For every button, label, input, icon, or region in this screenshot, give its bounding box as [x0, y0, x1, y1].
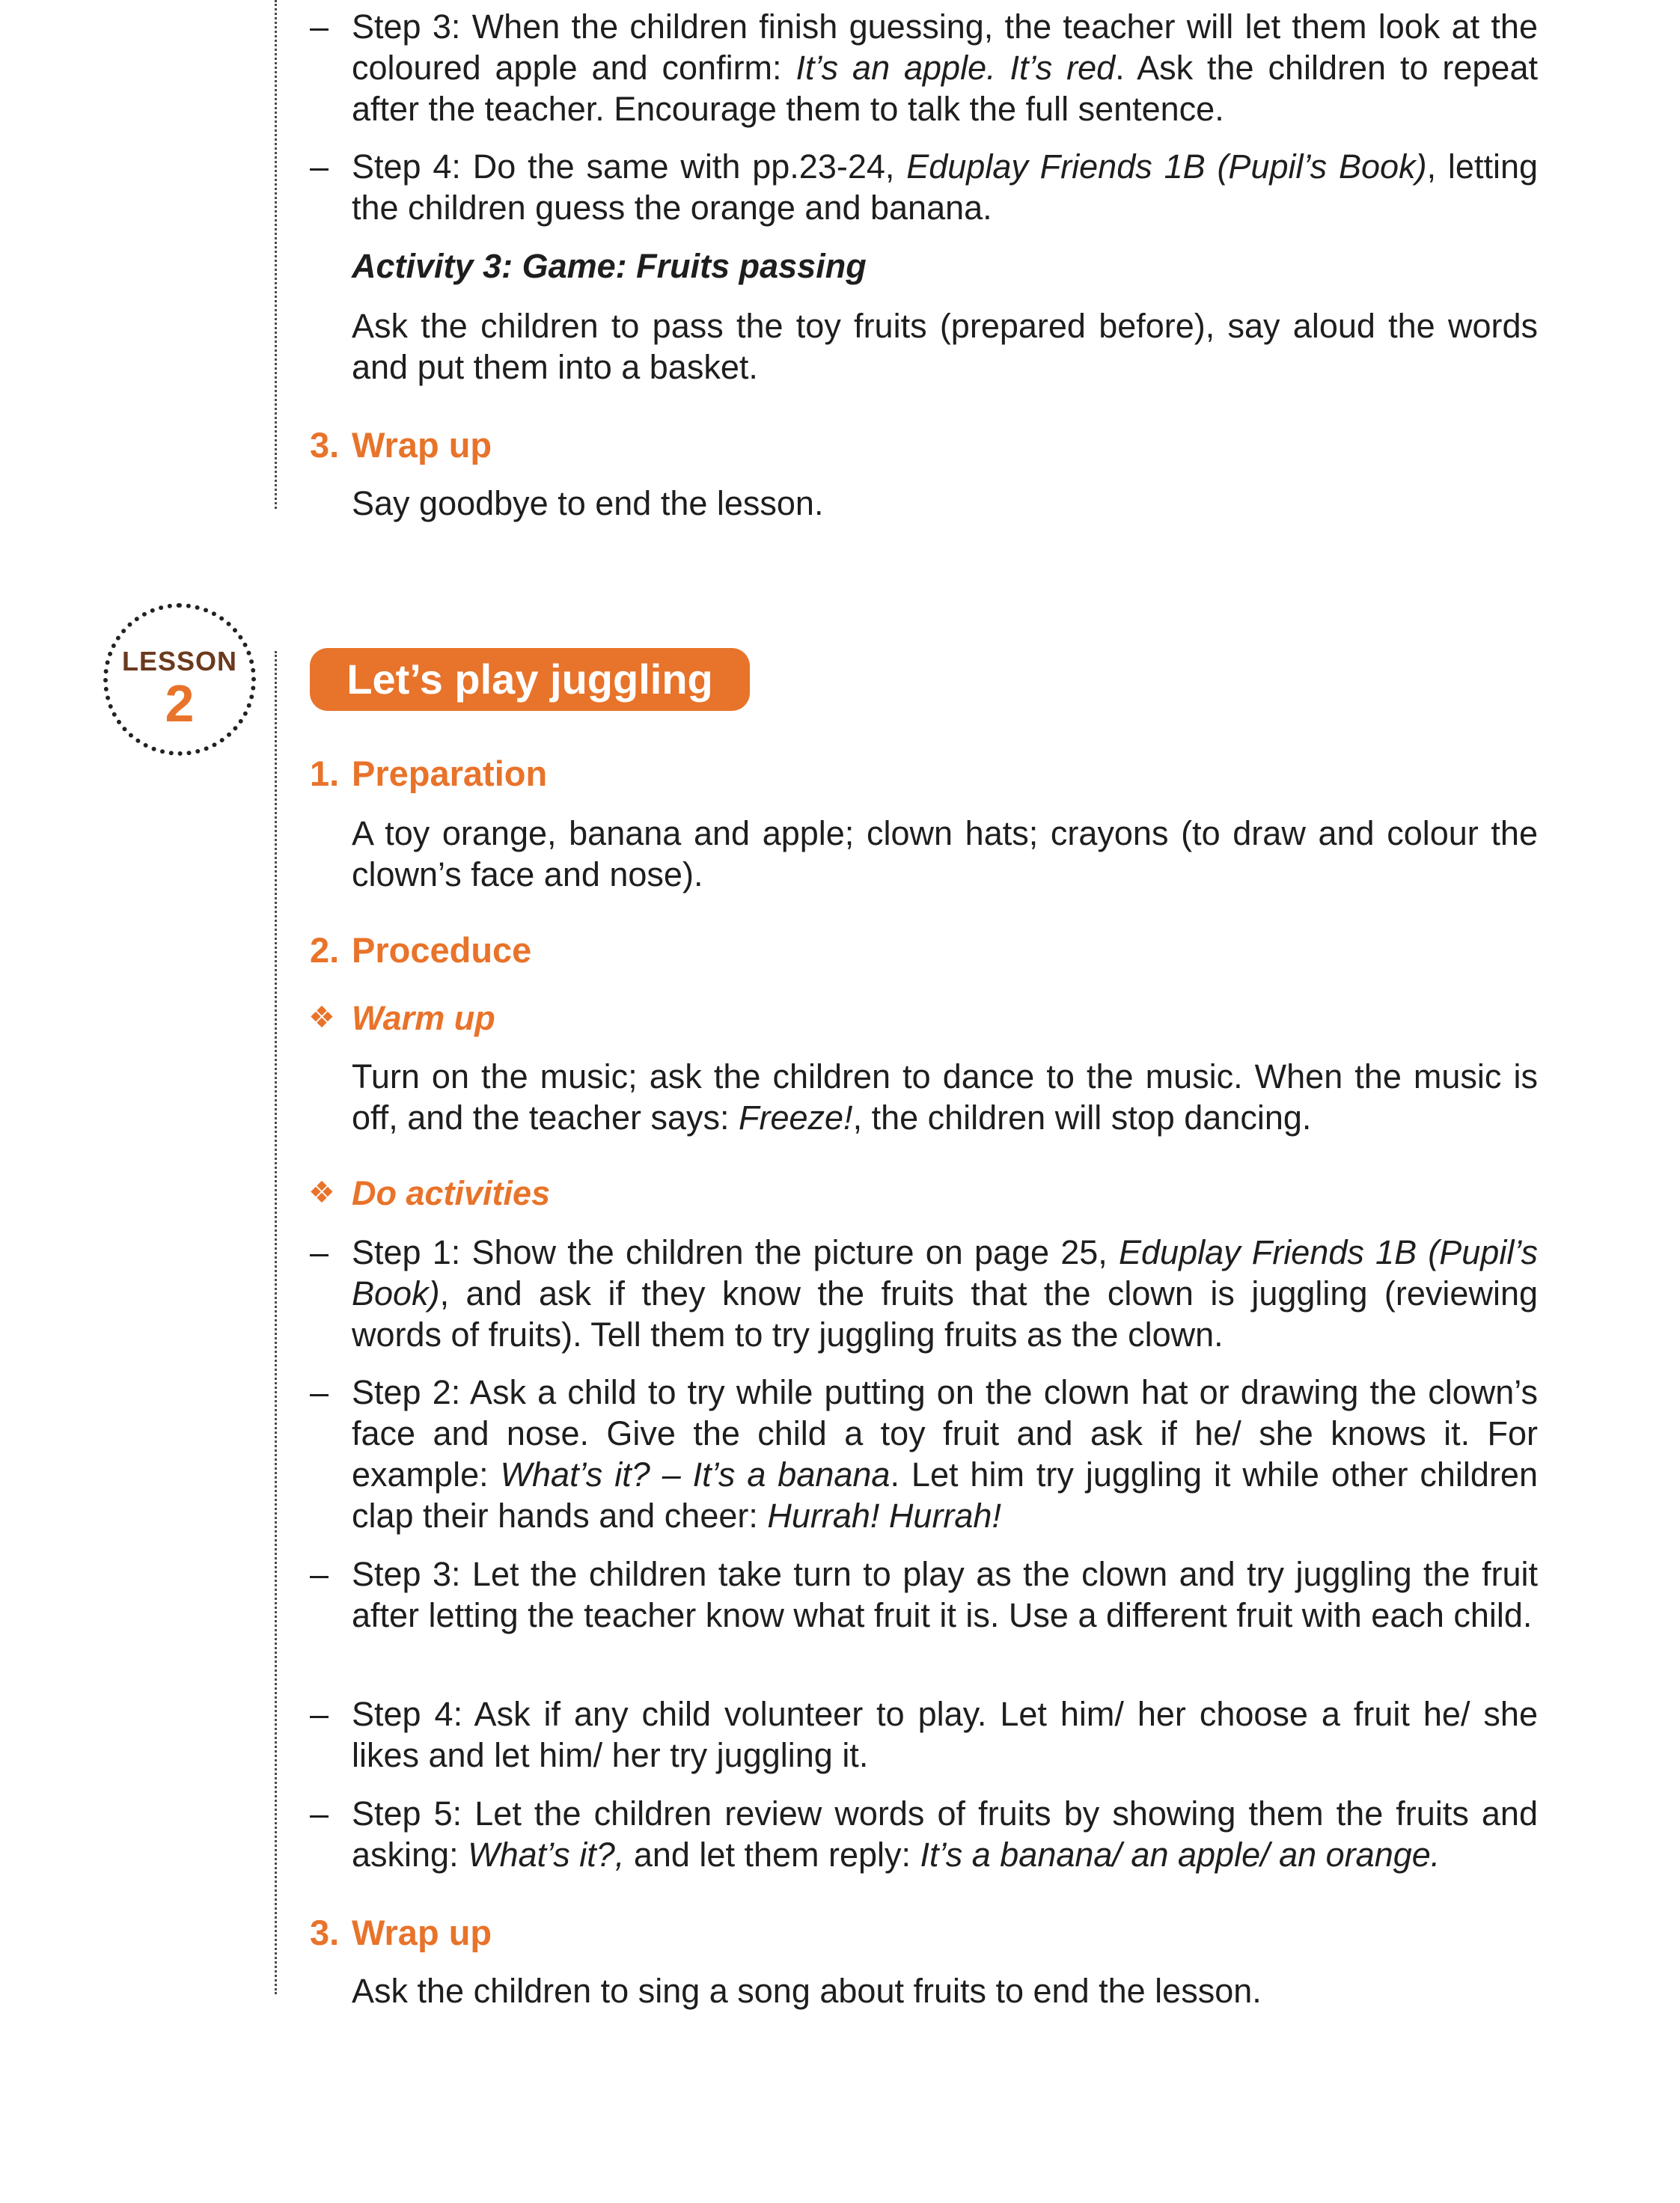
lesson-step2-paragraph: Step 2: Ask a child to try while putting on the clown hat or drawing the clown’s face and nose. Give the child a toy fruit and ask if he/ she knows it. For example: What’s it? – It’s a banana. Let him try juggling it while other children clap their hands and cheer: Hurrah! Hurrah!: [352, 1373, 1538, 1535]
do-activities-heading: Do activities: [352, 1174, 551, 1212]
bullet-dash: –: [310, 1233, 329, 1271]
activity3-paragraph: Ask the children to pass the toy fruits (prepared before), say aloud the words and put them into a basket.: [352, 307, 1538, 386]
preparation-heading: Preparation: [352, 754, 548, 793]
bullet-dash: –: [310, 1695, 329, 1733]
preparation-paragraph: A toy orange, banana and apple; clown hats; crayons (to draw and colour the clown’s face and nose).: [352, 814, 1538, 893]
step4-paragraph: Step 4: Do the same with pp.23-24, Eduplay Friends 1B (Pupil’s Book), letting the children guess the orange and banana.: [352, 147, 1538, 227]
wrapup-paragraph: Say goodbye to end the lesson.: [352, 484, 824, 522]
margin-rule-top: [275, 0, 277, 509]
warmup-paragraph: Turn on the music; ask the children to dance to the music. When the music is off, and the teacher says: Freeze!, the children will stop dancing.: [352, 1057, 1538, 1137]
wrapup-number: 3.: [310, 425, 340, 465]
bullet-dash: –: [310, 1794, 329, 1833]
lesson-badge: [103, 603, 256, 756]
bullet-dash: –: [310, 1373, 329, 1411]
lesson-step4-paragraph: Step 4: Ask if any child volunteer to play. Let him/ her choose a fruit he/ she likes and let him/ her try juggling it.: [352, 1695, 1538, 1774]
lesson-number: 2: [165, 674, 195, 733]
margin-rule-lesson: [275, 651, 277, 1994]
lesson-step1-paragraph: Step 1: Show the children the picture on page 25, Eduplay Friends 1B (Pupil’s Book), and ask if they know the fruits that the clown is juggling (reviewing words of fruits). Tell them to try juggling fruits as the clown.: [352, 1233, 1538, 1354]
wrapup-heading: Wrap up: [352, 425, 492, 465]
procedure-number: 2.: [310, 930, 340, 970]
diamond-bullet-icon: ❖: [308, 1176, 335, 1209]
lesson-step5-paragraph: Step 5: Let the children review words of fruits by showing them the fruits and asking: What’s it?, and let them reply: It’s a banana/ an apple/ an orange.: [352, 1794, 1538, 1874]
preparation-number: 1.: [310, 754, 340, 793]
warmup-heading: Warm up: [352, 999, 495, 1037]
procedure-heading: Proceduce: [352, 930, 532, 970]
step3-paragraph: Step 3: When the children finish guessing, the teacher will let them look at the coloured apple and confirm: It’s an apple. It’s red. Ask the children to repeat after the teacher. Encourage them to talk the full sentence.: [352, 7, 1538, 128]
diamond-bullet-icon: ❖: [308, 1001, 335, 1034]
bullet-dash: –: [310, 147, 329, 186]
lesson-wrapup-heading: Wrap up: [352, 1913, 492, 1952]
bullet-dash: –: [310, 7, 329, 46]
lesson-step3-paragraph: Step 3: Let the children take turn to play as the clown and try juggling the fruit after letting the teacher know what fruit it is. Use a different fruit with each child.: [352, 1555, 1538, 1634]
activity3-heading: Activity 3: Game: Fruits passing: [352, 247, 867, 285]
lesson-label: LESSON: [121, 646, 238, 676]
lesson-wrapup-paragraph: Ask the children to sing a song about fruits to end the lesson.: [352, 1972, 1262, 2010]
bullet-dash: –: [310, 1555, 329, 1593]
lesson-title: Let’s play juggling: [310, 648, 750, 711]
lesson-wrapup-number: 3.: [310, 1913, 340, 1952]
